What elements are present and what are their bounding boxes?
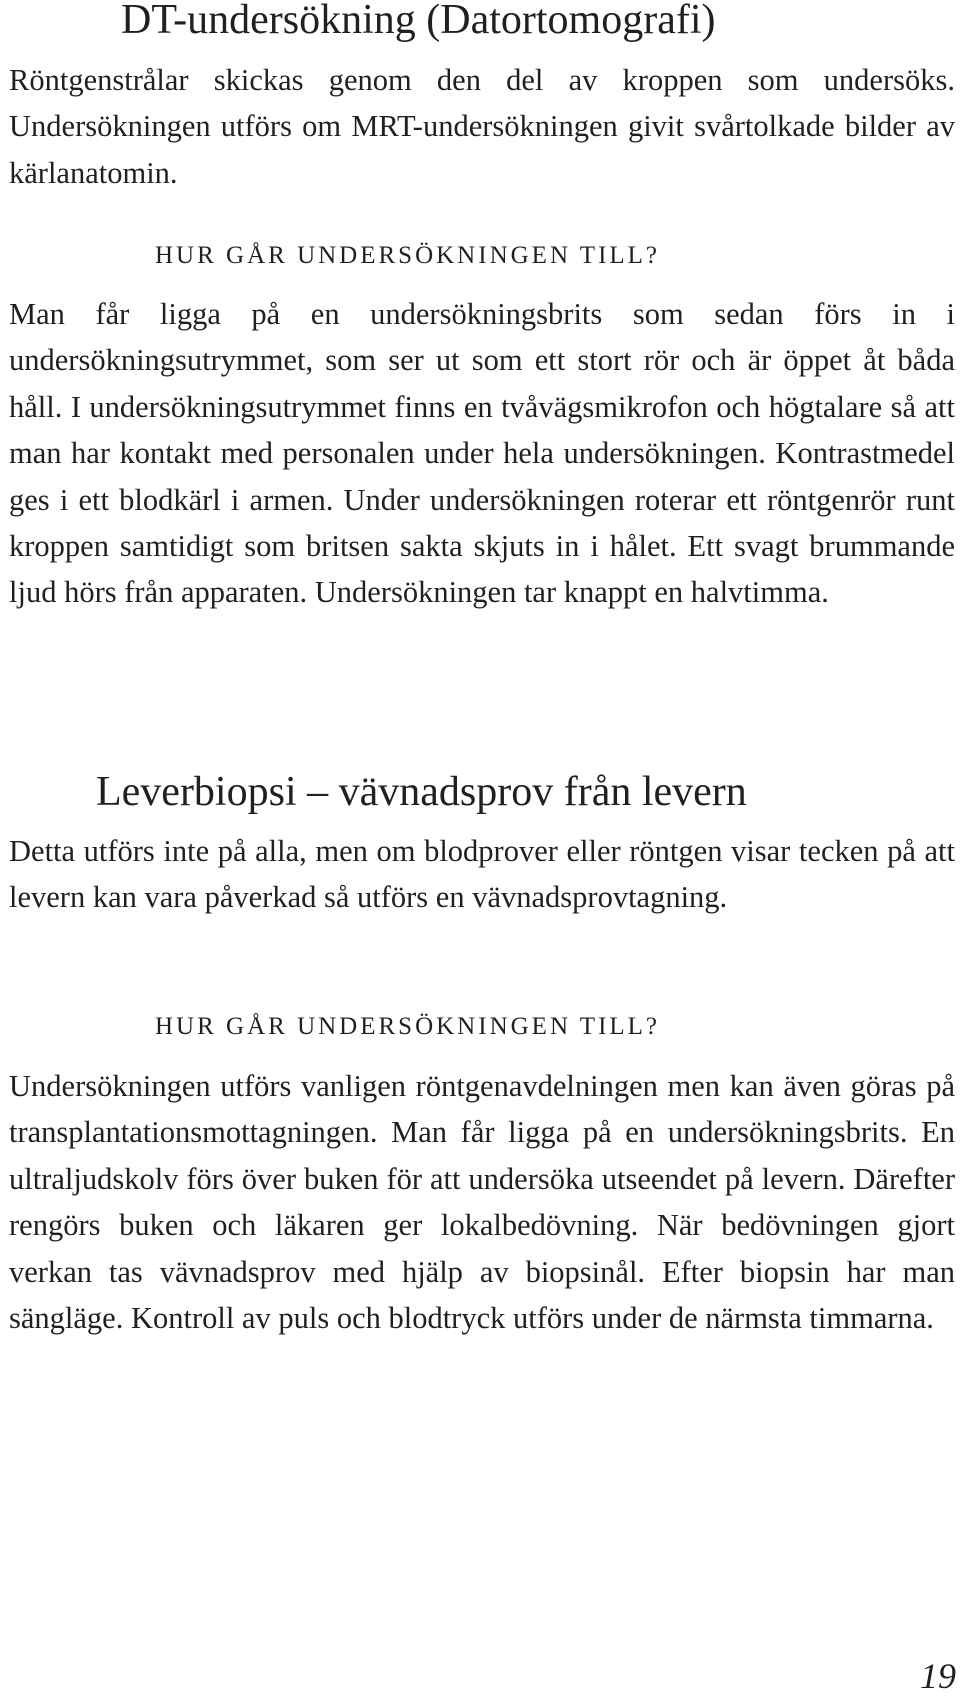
- leverbiopsi-body-paragraph: Undersökningen utförs vanligen röntgenavdelningen men kan även göras på transplantationsmottagningen. Man får ligga på en undersökningsbrits. En ultraljudskolv förs över buken för att undersöka utseendet på levern. Därefter rengörs buken och läkaren ger lokalbedövning. När bedövningen gjort verkan tas vävnadsprov med hjälp av biopsinål. Efter biopsin har man sängläge. Kontroll av puls och blodtryck utförs under de närmsta timmarna.: [9, 1069, 955, 1336]
- page-number: 19: [920, 1656, 956, 1696]
- section-title-dt: DT-undersökning (Datortomografi): [121, 0, 716, 43]
- leverbiopsi-intro-paragraph: Detta utförs inte på alla, men om blodprover eller röntgen visar tecken på att levern kan vara påverkad så utförs en vävnadsprovtagning.: [9, 834, 955, 915]
- leverbiopsi-subheading: HUR GÅR UNDERSÖKNINGEN TILL?: [155, 1013, 661, 1040]
- section-title-leverbiopsi: Leverbiopsi – vävnadsprov från levern: [96, 769, 747, 815]
- dt-subheading: HUR GÅR UNDERSÖKNINGEN TILL?: [155, 242, 661, 269]
- dt-body-paragraph: Man får ligga på en undersökningsbrits som sedan förs in i undersökningsutrymmet, som ser ut som ett stort rör och är öppet åt båda håll. I undersökningsutrymmet finns en tvåvägsmikrofon och högtalare så att man har kontakt med personalen under hela undersökningen. Kontrastmedel ges i ett blodkärl i armen. Under undersökningen roterar ett röntgenrör runt kroppen samtidigt som britsen sakta skjuts in i hålet. Ett svagt brummande ljud hörs från apparaten. Undersökningen tar knappt en halvtimma.: [9, 297, 955, 610]
- dt-intro-paragraph: Röntgenstrålar skickas genom den del av kroppen som undersöks. Undersökningen utförs om MRT-undersökningen givit svårtolkade bilder av kärlanatomin.: [9, 63, 955, 190]
